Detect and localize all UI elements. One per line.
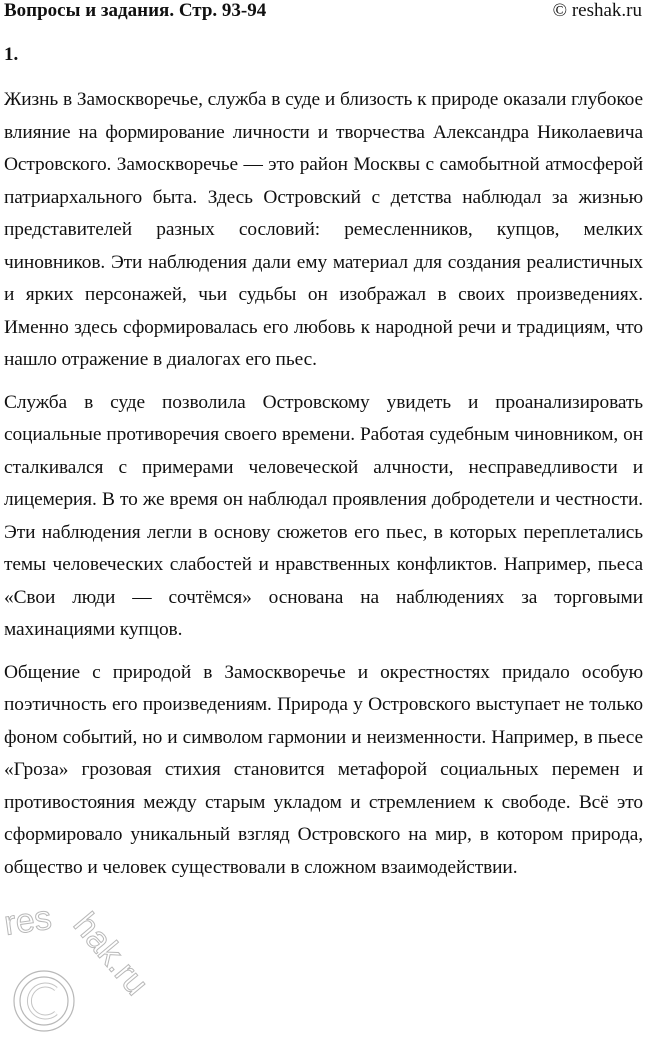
paragraph-court-service: Служба в суде позволила Островскому увидеть и проанализировать социальные противоречия своего времени. Работая судебным чиновником, он сталкивался с примерами человеческой алчности, несправедливости и лицемерия. В то же время он наблюдал проявления добродетели и честности. Эти наблюдения легли в основу сюжетов его пьес, в которых переплетались темы человеческих слабостей и нравственных конфликтов. Например, пьеса «Свои люди — сочтёмся» основана на наблюдениях за торговыми махинациями купцов. bbox=[4, 391, 643, 640]
watermark-text: res bbox=[2, 905, 54, 943]
answer-body bbox=[4, 84, 643, 894]
page-header bbox=[4, 0, 642, 24]
page-title: Вопросы и задания. Стр. 93-94 bbox=[4, 0, 267, 21]
source-credit: © reshak.ru bbox=[552, 0, 642, 21]
watermark bbox=[2, 905, 152, 1045]
svg-text:hak.ru: hak.ru bbox=[65, 905, 152, 1003]
paragraph-nature: Общение с природой в Замоскворечье и окрестностях придало особую поэтичность его произведениям. Природа у Островского выступает не только фоном событий, но и символом гармонии и неизменности. Например, в пьесе «Гроза» грозовая стихия становится метафорой социальных перемен и противостояния между старым укладом и стремлением к свободе. Всё это сформировало уникальный взгляд Островского на мир, в котором природа, общество и человек существовали в сложном взаимодействии. bbox=[4, 661, 643, 878]
task-number: 1. bbox=[4, 44, 19, 65]
watermark-icon bbox=[2, 905, 152, 1045]
paragraph-zamoskvorechye: Жизнь в Замоскворечье, служба в суде и близость к природе оказали глубокое влияние на формирование личности и творчества Александра Николаевича Островского. Замоскворечье — это район Москвы с самобытной атмосферой патриархального быта. Здесь Островский с детства наблюдал за жизнью представителей разных сословий: ремесленников, купцов, мелких чиновников. Эти наблюдения дали ему материал для создания реалистичных и ярких персонажей, чьи судьбы он изображал в своих произведениях. Именно здесь сформировалась его любовь к народной речи и традициям, что нашло отражение в диалогах его пьес. bbox=[4, 89, 643, 370]
